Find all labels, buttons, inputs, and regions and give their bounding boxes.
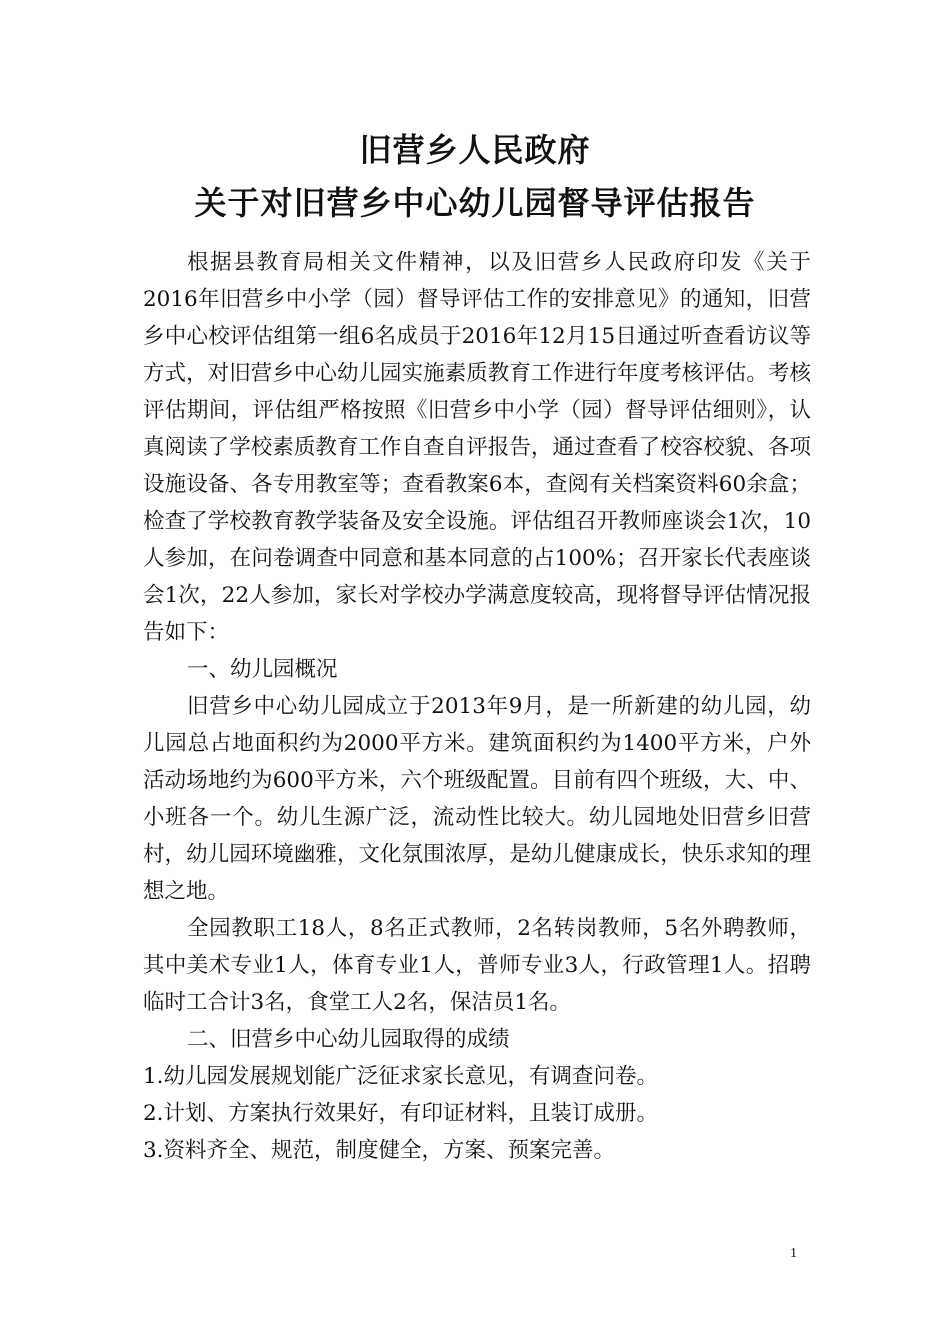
achievement-item-3: 3.资料齐全、规范，制度健全，方案、预案完善。	[143, 1138, 616, 1163]
section-2-heading: 二、旧营乡中心幼儿园取得的成绩	[187, 1027, 510, 1052]
staff-paragraph: 全园教职工18人，8名正式教师，2名转岗教师，5名外聘教师，其中美术专业1人，体育专业1人，普师专业3人，行政管理1人。招聘临时工合计3名，食堂工人2名，保洁员1名。	[143, 916, 811, 1015]
overview-paragraph: 旧营乡中心幼儿园成立于2013年9月，是一所新建的幼儿园，幼儿园总占地面积约为2000平方米。建筑面积约为1400平方米，户外活动场地约为600平方米，六个班级配置。目前有四个班级，大、中、小班各一个。幼儿生源广泛，流动性比较大。幼儿园地处旧营乡旧营村，幼儿园环境幽雅，文化氛围浓厚，是幼儿健康成长，快乐求知的理想之地。	[143, 694, 811, 904]
intro-paragraph: 根据县教育局相关文件精神，以及旧营乡人民政府印发《关于2016年旧营乡中小学（园）督导评估工作的安排意见》的通知，旧营乡中心校评估组第一组6名成员于2016年12月15日通过听查看访议等方式，对旧营乡中心幼儿园实施素质教育工作进行年度考核评估。考核评估期间，评估组严格按照《旧营乡中小学（园）督导评估细则》，认真阅读了学校素质教育工作自查自评报告，通过查看了校容校貌、各项设施设备、各专用教室等；查看教案6本，查阅有关档案资料60余盒；检查了学校教育教学装备及安全设施。评估组召开教师座谈会1次，10人参加，在问卷调查中同意和基本同意的占100%；召开家长代表座谈会1次，22人参加，家长对学校办学满意度较高，现将督导评估情况报告如下：	[143, 250, 811, 645]
achievement-item-2: 2.计划、方案执行效果好，有印证材料，且装订成册。	[143, 1101, 659, 1126]
page-number: 1	[790, 1246, 797, 1261]
achievement-item-1: 1.幼儿园发展规划能广泛征求家长意见，有调查问卷。	[143, 1064, 659, 1089]
section-1-heading: 一、幼儿园概况	[187, 657, 338, 682]
document-title-line-1: 旧营乡人民政府	[359, 131, 591, 169]
document-body	[143, 244, 811, 1169]
document-title-line-2: 关于对旧营乡中心幼儿园督导评估报告	[194, 184, 756, 222]
